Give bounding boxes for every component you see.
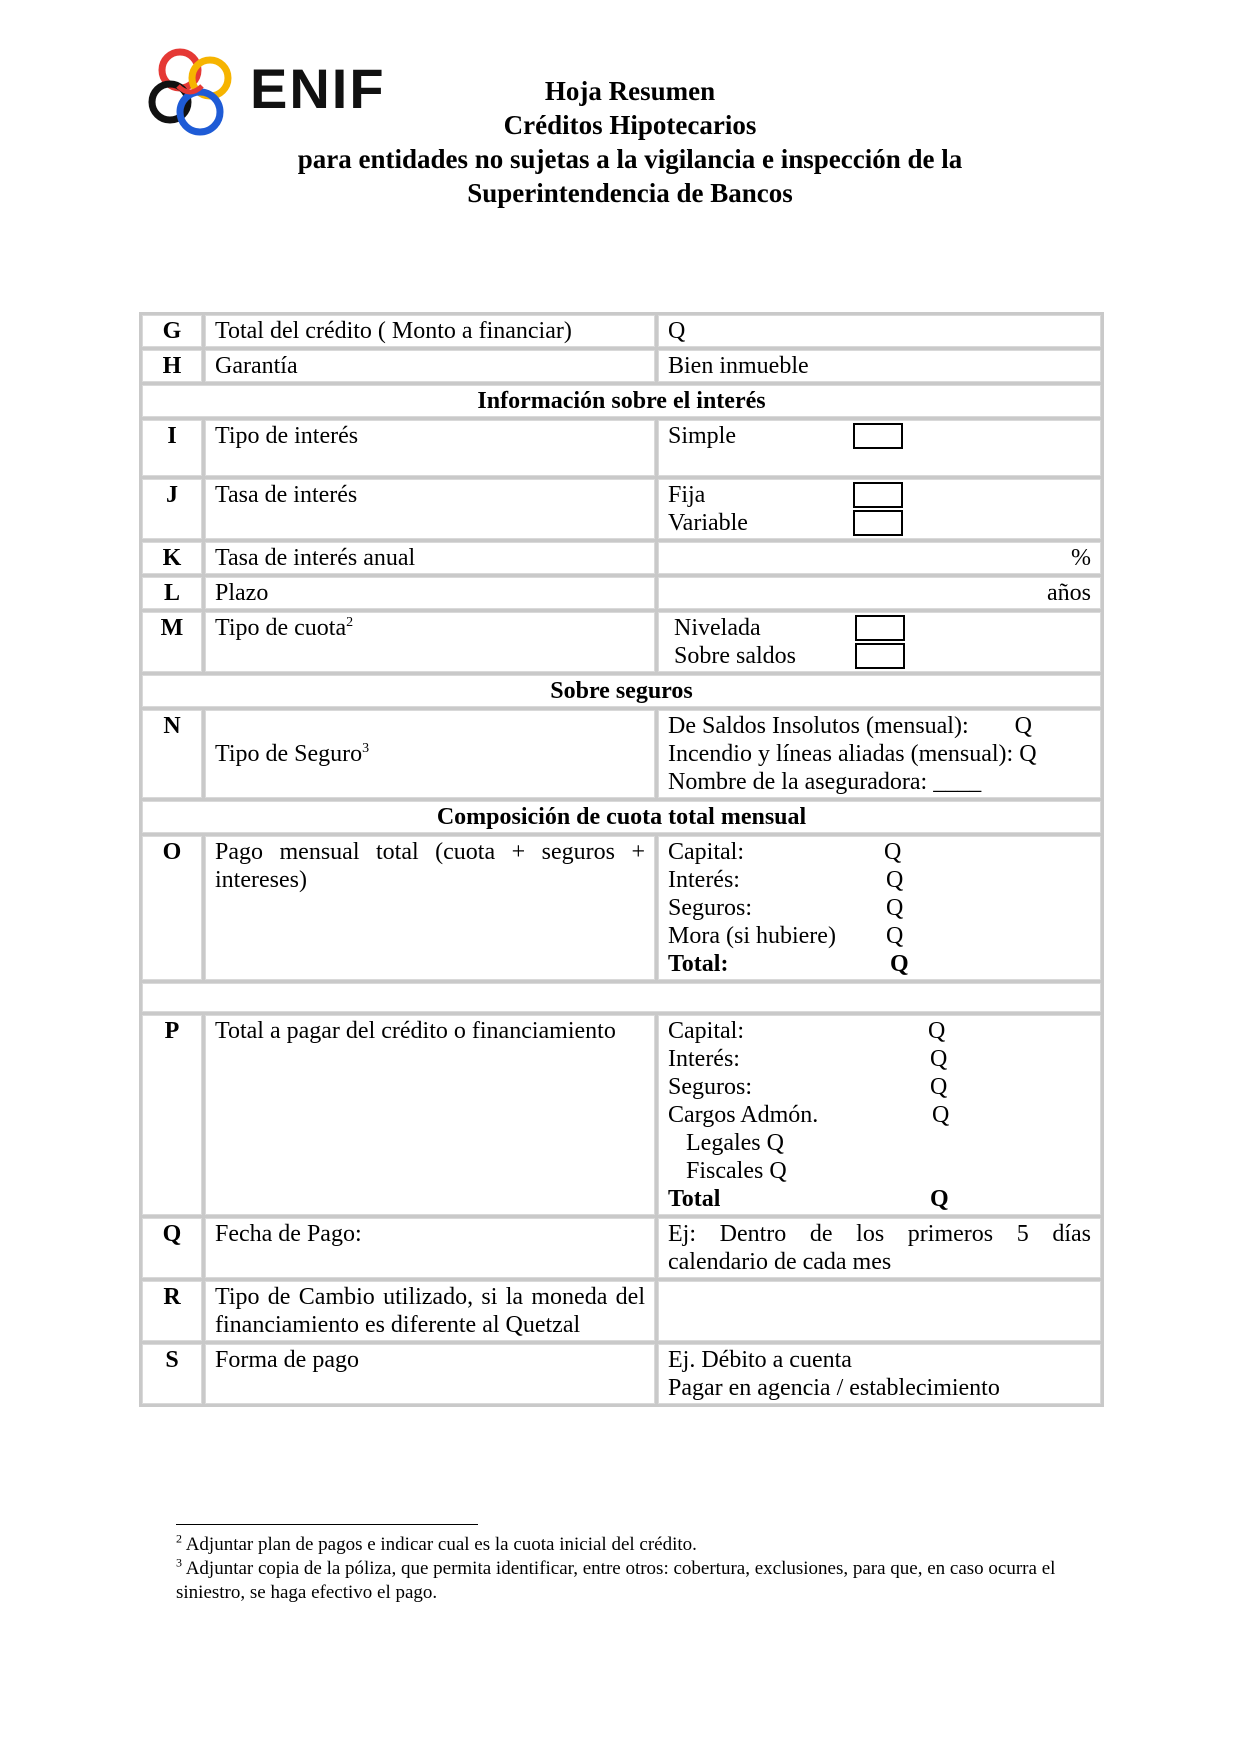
row-letter: J	[142, 479, 202, 539]
section-title: Composición de cuota total mensual	[142, 801, 1101, 833]
currency-q: Q	[930, 1074, 948, 1100]
breakdown-label: Interés:	[668, 1046, 740, 1072]
breakdown-total	[668, 1185, 1091, 1213]
breakdown-interes	[668, 1045, 1091, 1073]
breakdown-cargos	[668, 1101, 1091, 1129]
title-line-2: Créditos Hipotecarios	[503, 110, 757, 140]
footnote-ref: 2	[346, 615, 354, 630]
label-text: Tipo de cuota	[215, 615, 347, 641]
breakdown-label: Mora (si hubiere)	[668, 923, 836, 949]
row-label	[205, 1281, 655, 1341]
option-nivelada	[668, 614, 1091, 642]
row-o	[142, 836, 1101, 980]
row-label: Plazo	[205, 577, 655, 609]
footnote-number: 2	[176, 1531, 182, 1546]
row-value: años	[658, 577, 1101, 609]
footnotes	[176, 1533, 1086, 1605]
row-value	[658, 1281, 1101, 1341]
breakdown-capital	[668, 1017, 1091, 1045]
currency-q: Q	[928, 1018, 946, 1044]
insurance-line-2: Incendio y líneas aliadas (mensual): Q	[668, 741, 1037, 767]
section-interes	[142, 385, 1101, 417]
row-i	[142, 420, 1101, 476]
row-value	[658, 420, 1101, 476]
title-line-4: Superintendencia de Bancos	[467, 178, 793, 208]
insurance-line-3: Nombre de la aseguradora: ____	[668, 769, 982, 795]
summary-table	[139, 312, 1104, 1407]
footnote-ref: 3	[362, 741, 370, 756]
row-value: Q	[658, 315, 1101, 347]
row-s	[142, 1344, 1101, 1404]
checkbox-sobre-saldos[interactable]	[855, 643, 905, 669]
row-label: Total a pagar del crédito o financiamiento	[205, 1015, 655, 1215]
checkbox-variable[interactable]	[853, 510, 903, 536]
row-q	[142, 1218, 1101, 1278]
footnote-2	[176, 1533, 1086, 1557]
breakdown-legales: Legales Q	[686, 1130, 784, 1156]
breakdown-label: Cargos Admón.	[668, 1102, 819, 1128]
row-value	[658, 1218, 1101, 1278]
insurance-saldos-q: Q	[1014, 713, 1032, 739]
row-letter: O	[142, 836, 202, 980]
spacer-row	[142, 983, 1101, 1012]
option-simple	[668, 422, 1091, 450]
row-value	[658, 1344, 1101, 1404]
row-letter: I	[142, 420, 202, 476]
value-line-1: Ej. Débito a cuenta	[668, 1347, 852, 1373]
currency-q: Q	[884, 839, 902, 865]
breakdown-total	[668, 950, 1091, 978]
currency-q: Q	[886, 923, 904, 949]
option-variable	[668, 509, 1091, 537]
row-letter: G	[142, 315, 202, 347]
currency-q: Q	[890, 951, 909, 977]
breakdown-fiscales: Fiscales Q	[686, 1158, 787, 1184]
value-line-1: Ej: Dentro de los primeros 5 días	[668, 1221, 1091, 1247]
breakdown-interes	[668, 866, 1091, 894]
value-line-2: calendario de cada mes	[668, 1249, 892, 1275]
currency-q: Q	[930, 1046, 948, 1072]
row-letter: K	[142, 542, 202, 574]
row-g	[142, 315, 1101, 347]
row-label: Forma de pago	[205, 1344, 655, 1404]
currency-q: Q	[930, 1186, 949, 1212]
row-n	[142, 710, 1101, 798]
title-line-1: Hoja Resumen	[544, 76, 716, 106]
section-cuota	[142, 801, 1101, 833]
row-label: Fecha de Pago:	[205, 1218, 655, 1278]
currency-q: Q	[932, 1102, 950, 1128]
option-label: Sobre saldos	[674, 643, 796, 669]
row-r	[142, 1281, 1101, 1341]
row-label: Tasa de interés	[205, 479, 655, 539]
row-j	[142, 479, 1101, 539]
currency-q: Q	[886, 895, 904, 921]
label-text: Tipo de Cambio utilizado, si la moneda del financiamiento es diferente al Quetzal	[215, 1284, 645, 1338]
row-h	[142, 350, 1101, 382]
row-label	[205, 612, 655, 672]
document-title	[220, 74, 1040, 210]
option-fija	[668, 481, 1091, 509]
breakdown-label: Seguros:	[668, 1074, 752, 1100]
insurance-line-1	[668, 712, 1091, 740]
breakdown-mora	[668, 922, 1091, 950]
row-value	[658, 710, 1101, 798]
breakdown-label: Seguros:	[668, 895, 752, 921]
footnote-text: Adjuntar copia de la póliza, que permita identificar, entre otros: cobertura, exclusiones, para que, en caso ocurra el siniestro, se haga efectivo el pago.	[176, 1558, 1056, 1603]
option-label: Nivelada	[674, 615, 761, 641]
breakdown-seguros	[668, 1073, 1091, 1101]
breakdown-capital	[668, 838, 1091, 866]
title-line-3: para entidades no sujetas a la vigilancia e inspección de la	[297, 144, 963, 174]
empty-cell	[142, 983, 1101, 1012]
currency-q: Q	[886, 867, 904, 893]
row-letter: L	[142, 577, 202, 609]
section-title: Sobre seguros	[142, 675, 1101, 707]
row-value	[658, 836, 1101, 980]
row-k	[142, 542, 1101, 574]
row-value: %	[658, 542, 1101, 574]
row-label: Tipo de interés	[205, 420, 655, 476]
footnote-3	[176, 1557, 1086, 1605]
logo-text: ENIF	[250, 57, 386, 120]
row-letter: R	[142, 1281, 202, 1341]
row-l	[142, 577, 1101, 609]
label-text: Tipo de Seguro	[215, 741, 363, 767]
breakdown-label: Interés:	[668, 867, 740, 893]
row-label: Garantía	[205, 350, 655, 382]
row-value	[658, 479, 1101, 539]
checkbox-nivelada[interactable]	[855, 615, 905, 641]
row-p	[142, 1015, 1101, 1215]
row-value	[658, 1015, 1101, 1215]
section-seguros	[142, 675, 1101, 707]
breakdown-label: Total	[668, 1186, 721, 1212]
row-letter: N	[142, 710, 202, 798]
footnote-text: Adjuntar plan de pagos e indicar cual es la cuota inicial del crédito.	[185, 1534, 697, 1555]
section-title: Información sobre el interés	[142, 385, 1101, 417]
row-label	[205, 710, 655, 798]
value-line-2: Pagar en agencia / establecimiento	[668, 1375, 1000, 1401]
breakdown-label: Total:	[668, 951, 729, 977]
option-label: Fija	[668, 482, 706, 508]
row-letter: H	[142, 350, 202, 382]
row-label: Tasa de interés anual	[205, 542, 655, 574]
row-letter: Q	[142, 1218, 202, 1278]
breakdown-label: Capital:	[668, 1018, 744, 1044]
breakdown-label: Capital:	[668, 839, 744, 865]
checkbox-simple[interactable]	[853, 423, 903, 449]
option-label: Variable	[668, 510, 748, 536]
row-m	[142, 612, 1101, 672]
row-label: Total del crédito ( Monto a financiar)	[205, 315, 655, 347]
row-letter: P	[142, 1015, 202, 1215]
row-value: Bien inmueble	[658, 350, 1101, 382]
breakdown-seguros	[668, 894, 1091, 922]
option-sobre-saldos	[668, 642, 1091, 670]
label-text: Pago mensual total (cuota + seguros + intereses)	[215, 839, 645, 893]
option-label: Simple	[668, 423, 737, 449]
footnote-divider	[176, 1524, 478, 1525]
footnote-number: 3	[176, 1555, 182, 1570]
row-value	[658, 612, 1101, 672]
row-letter: M	[142, 612, 202, 672]
row-letter: S	[142, 1344, 202, 1404]
row-label	[205, 836, 655, 980]
insurance-saldos-label: De Saldos Insolutos (mensual):	[668, 713, 969, 739]
checkbox-fija[interactable]	[853, 482, 903, 508]
